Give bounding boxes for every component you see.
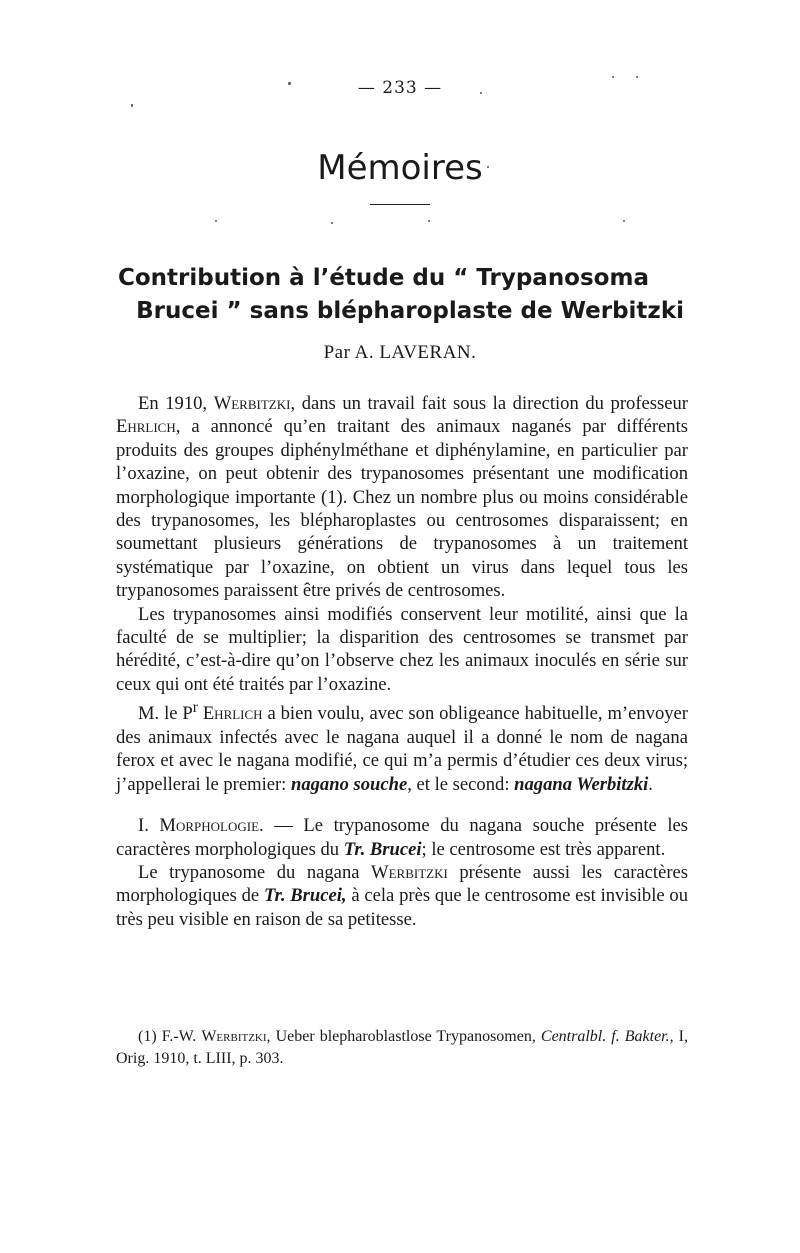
footnote-1 [116,1026,688,1070]
title-rule [370,204,430,205]
text-span: , I, Orig. 1910, t. LIII, p. 303. [116,1028,689,1067]
text-span: , et le second: [407,773,515,795]
paragraph-4 [116,814,688,861]
author-byline: Par A. LAVERAN. [323,342,477,363]
article-body [116,392,688,931]
paragraph-3 [116,696,688,796]
superscript: r [192,699,198,717]
text-span: à cela près que le centrosome est invisible ou très peu visible en raison de sa petitesse. [116,885,688,930]
species-name: Tr. Brucei, [263,885,347,907]
term-emphasis: nagana Werbitzki [514,773,649,795]
text-span: , a annoncé qu’en traitant des animaux naganés par différents produits des groupes diphénylméthane et diphénylamine, en particulier par l’oxazine, on peut obtenir des trypanosomes présentant une modification morphologique importante (1). Chez un nombre plus ou moins considérable des trypanosomes, les blépharoplastes ou centrosomes disparaissent; en soumettant plusieurs générations de trypanosomes à un traitement systématique par l’oxazine, on obtient un virus dans lequel tous les trypanosomes paraissent être privés de centrosomes. [116,416,688,602]
text-span: . [648,773,653,795]
author-name: Werbitzki [213,393,291,414]
paragraph-1 [116,392,688,603]
text-span: présente aussi les caractères morphologiques de [116,861,689,907]
text-span: , dans un travail fait sous la direction du professeur [290,393,688,414]
print-speck [623,220,625,222]
text-span: . — Le trypanosome du nagana souche présente les caractères morphologiques du [116,815,688,860]
text-span: ; le centrosome est très apparent. [421,838,666,860]
article-title-line-2: Brucei ” sans blépharoplaste de Werbitzki [136,298,684,324]
print-speck [636,76,638,78]
section-title: Mémoires [317,148,483,188]
author-name: Werbitzki [201,1028,267,1045]
text-span: (1) F.-W. [138,1028,202,1045]
footnote [116,1026,688,1070]
term-emphasis: nagano souche [291,773,408,795]
print-speck [288,82,291,85]
print-speck [331,222,333,224]
species-name: Tr. Brucei [343,838,422,860]
author-name: Werbitzki [371,861,448,883]
text-span: M. le P [138,703,193,725]
section-heading: Morphologie [159,815,260,837]
journal-name: Centralbl. f. Bakter. [540,1028,670,1045]
author-name: Ehrlich [202,703,263,725]
print-speck [428,220,430,222]
paragraph-2: Les trypanosomes ainsi modifiés conservent leur motilité, ainsi que la faculté de se multiplier; la disparition des centrosomes se transmet par hérédité, c’est-à-dire qu’on l’observe chez les animaux inoculés en série sur ceux qui ont été traités par l’oxazine. [116,603,688,695]
page-number: — 233 — [357,78,443,98]
paragraph-5 [116,861,688,931]
text-span: , Ueber blepharoblastlose Trypanosomen, [266,1028,541,1045]
print-speck [612,76,614,78]
print-speck [215,220,217,222]
text-span: I. [138,815,160,837]
text-span: Le trypanosome du nagana [138,861,372,883]
text-span: En 1910, [138,393,214,414]
text-span: a bien voulu, avec son obligeance habituelle, m’envoyer des animaux infectés avec le nagana auquel il a donné le nom de nagana ferox et avec le nagana modifié, ce qui m’a permis d’étudier ces deux virus; j’appellerai le premier: [116,703,688,795]
print-speck [480,92,482,94]
print-speck [131,104,133,107]
article-title [118,262,684,328]
article-title-line-1: Contribution à l’étude du “ Trypanosoma [118,265,649,291]
author-name: Ehrlich [116,416,176,438]
print-speck [487,166,489,168]
